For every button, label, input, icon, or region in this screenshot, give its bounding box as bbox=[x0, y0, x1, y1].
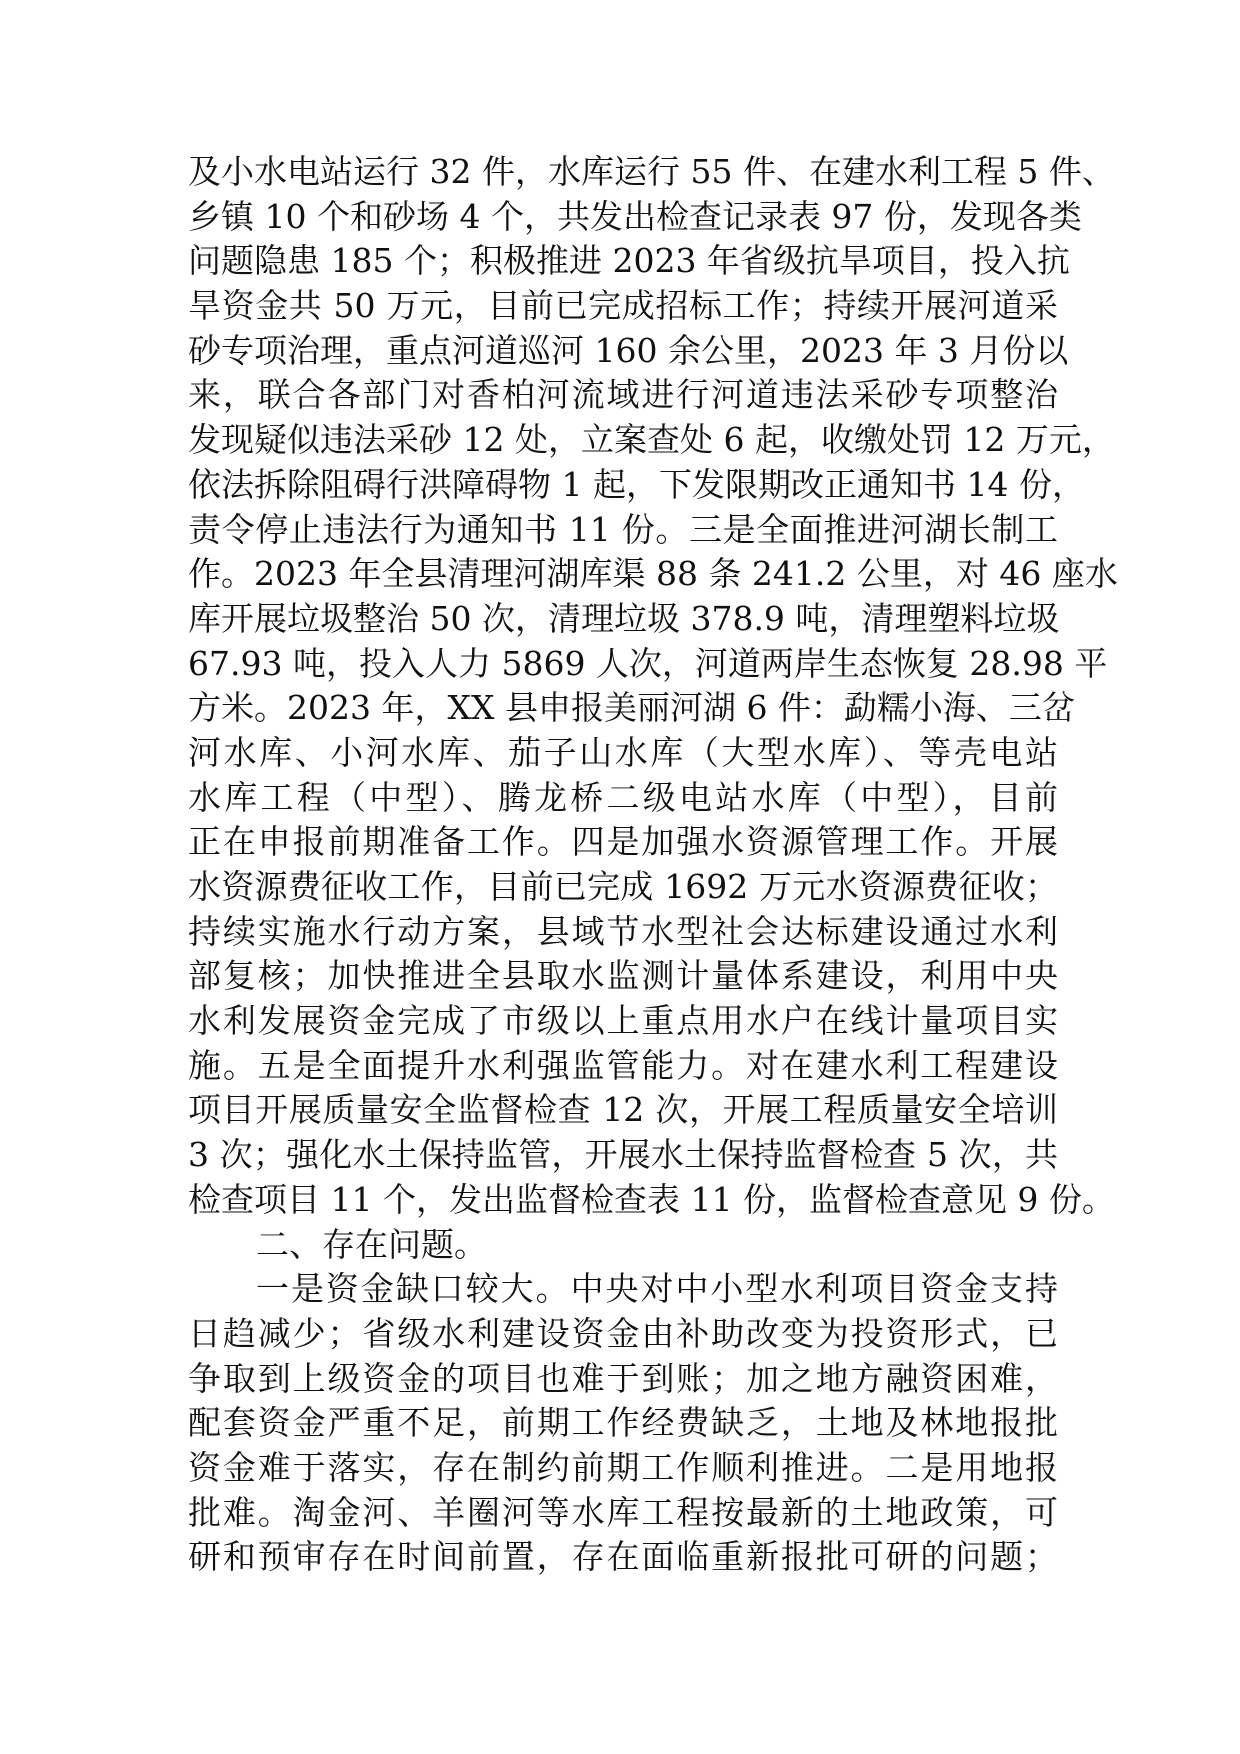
text-line: 批难。淘金河、羊圈河等水库工程按最新的土地政策，可 bbox=[188, 1492, 1058, 1532]
text-line: 乡镇 10 个和砂场 4 个，共发出检查记录表 97 份，发现各类 bbox=[188, 196, 1082, 236]
text-line: 水资源费征收工作，目前已完成 1692 万元水资源费征收； bbox=[188, 867, 1058, 906]
text-line: 争取到上级资金的项目也难于到账；加之地方融资困难， bbox=[188, 1358, 1058, 1398]
text-line: 一是资金缺口较大。中央对中小型水利项目资金支持 bbox=[256, 1269, 1058, 1309]
text-line: 作。2023 年全县清理河湖库渠 88 条 241.2 公里，对 46 座水 bbox=[188, 554, 1118, 594]
body-text bbox=[188, 150, 1118, 1580]
text-line: 河水库、小河水库、茄子山水库（大型水库）、等壳电站 bbox=[188, 732, 1058, 772]
text-line: 部复核；加快推进全县取水监测计量体系建设，利用中央 bbox=[188, 956, 1058, 996]
section-heading: 二、存在问题。 bbox=[256, 1224, 487, 1264]
text-line: 发现疑似违法采砂 12 处，立案查处 6 起，收缴处罚 12 万元， bbox=[188, 420, 1115, 460]
text-line: 日趋减少；省级水利建设资金由补助改变为投资形式，已 bbox=[188, 1313, 1058, 1353]
text-line: 配套资金严重不足，前期工作经费缺乏，土地及林地报批 bbox=[188, 1403, 1058, 1443]
text-line: 责令停止违法行为通知书 11 份。三是全面推进河湖长制工 bbox=[188, 509, 1058, 549]
text-line: 库开展垃圾整治 50 次，清理垃圾 378.9 吨，清理塑料垃圾 bbox=[188, 598, 1060, 638]
text-line: 方米。2023 年，XX 县申报美丽河湖 6 件：勐糯小海、三岔 bbox=[188, 688, 1075, 728]
text-line: 及小水电站运行 32 件，水库运行 55 件、在建水利工程 5 件、 bbox=[188, 152, 1115, 191]
text-line: 持续实施水行动方案，县域节水型社会达标建设通过水利 bbox=[188, 911, 1058, 951]
text-line: 施。五是全面提升水利强监管能力。对在建水利工程建设 bbox=[188, 1045, 1058, 1085]
text-line: 旱资金共 50 万元，目前已完成招标工作；持续开展河道采 bbox=[188, 286, 1058, 326]
text-line: 项目开展质量安全监督检查 12 次，开展工程质量安全培训 bbox=[188, 1090, 1058, 1130]
text-line: 问题隐患 185 个；积极推进 2023 年省级抗旱项目，投入抗 bbox=[188, 241, 1070, 281]
text-line: 来，联合各部门对香柏河流域进行河道违法采砂专项整治 bbox=[188, 375, 1058, 415]
text-line: 水库工程（中型）、腾龙桥二级电站水库（中型），目前 bbox=[188, 777, 1058, 817]
text-line: 资金难于落实，存在制约前期工作顺利推进。二是用地报 bbox=[188, 1447, 1058, 1487]
text-line: 依法拆除阻碍行洪障碍物 1 起，下发限期改正通知书 14 份， bbox=[188, 464, 1085, 504]
text-line: 67.93 吨，投入人力 5869 人次，河道两岸生态恢复 28.98 平 bbox=[188, 643, 1108, 683]
text-line: 正在申报前期准备工作。四是加强水资源管理工作。开展 bbox=[188, 822, 1058, 862]
text-line: 研和预审存在时间前置，存在面临重新报批可研的问题； bbox=[188, 1537, 1058, 1577]
text-line: 水利发展资金完成了市级以上重点用水户在线计量项目实 bbox=[188, 1001, 1058, 1041]
text-line: 砂专项治理，重点河道巡河 160 余公里，2023 年 3 月份以 bbox=[188, 330, 1069, 370]
text-line: 3 次；强化水土保持监管，开展水土保持监督检查 5 次，共 bbox=[188, 1135, 1058, 1175]
text-line: 检查项目 11 个，发出监督检查表 11 份，监督检查意见 9 份。 bbox=[188, 1179, 1115, 1219]
